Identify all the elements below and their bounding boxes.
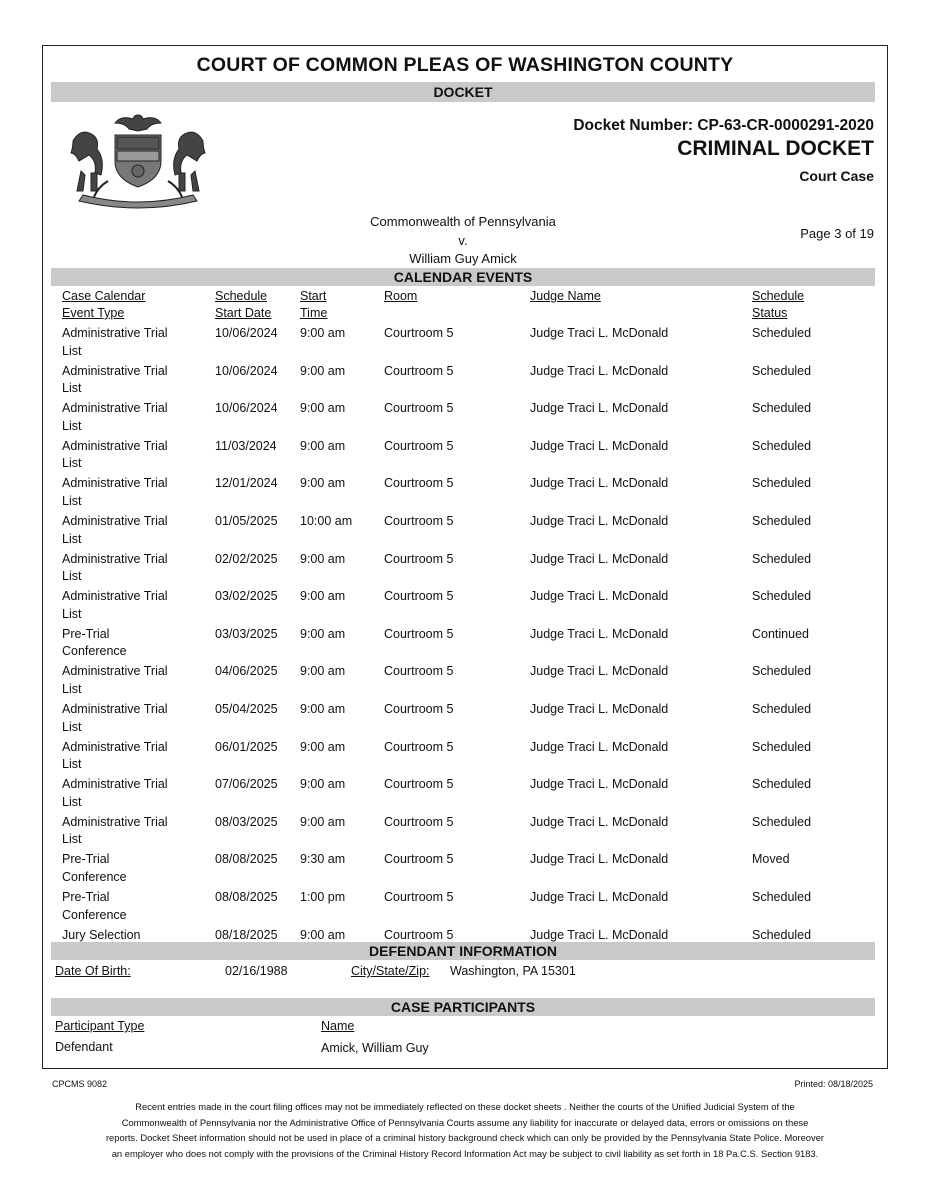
event-type-line2: Conference bbox=[62, 644, 127, 659]
col-start-date-header: Schedule Start Date bbox=[215, 289, 272, 320]
participant-type: Defendant bbox=[55, 1040, 113, 1054]
event-status: Scheduled bbox=[752, 777, 812, 792]
event-type-line1: Administrative Trial bbox=[62, 326, 168, 340]
event-room: Courtroom 5 bbox=[384, 739, 454, 754]
event-judge: Judge Traci L. McDonald bbox=[530, 326, 669, 340]
event-status: Scheduled bbox=[752, 814, 812, 829]
event-room: Courtroom 5 bbox=[384, 814, 454, 829]
event-type-line2: List bbox=[62, 418, 82, 433]
col-event-type-header: Case Calendar Event Type bbox=[62, 289, 146, 320]
dob-value: 02/16/1988 bbox=[225, 964, 288, 978]
event-type-line1: Administrative Trial bbox=[62, 438, 168, 453]
event-type bbox=[62, 325, 168, 360]
event-judge: Judge Traci L. McDonald bbox=[530, 702, 669, 716]
event-date: 04/06/2025 bbox=[215, 664, 278, 679]
pennsylvania-seal-icon bbox=[53, 111, 223, 209]
event-judge: Judge Traci L. McDonald bbox=[530, 401, 669, 416]
col-start-time-header: Start Time bbox=[300, 289, 328, 320]
event-date: 10/06/2024 bbox=[215, 326, 278, 340]
event-status: Scheduled bbox=[752, 401, 812, 416]
docket-number: Docket Number: CP-63-CR-0000291-2020 bbox=[573, 117, 874, 134]
event-room: Courtroom 5 bbox=[384, 476, 454, 491]
docket-bar: DOCKET bbox=[51, 82, 875, 102]
event-date: 10/06/2024 bbox=[215, 401, 278, 416]
calendar-events-bar: CALENDAR EVENTS bbox=[51, 268, 875, 286]
event-room: Courtroom 5 bbox=[384, 401, 454, 416]
event-status: Moved bbox=[752, 852, 790, 867]
event-time: 9:00 am bbox=[300, 927, 346, 942]
event-date: 08/08/2025 bbox=[215, 890, 278, 904]
event-time: 9:00 am bbox=[300, 401, 346, 416]
event-status: Scheduled bbox=[752, 476, 812, 491]
event-type bbox=[62, 851, 127, 886]
event-type-line2: List bbox=[62, 456, 82, 471]
event-type bbox=[62, 551, 168, 586]
event-time: 9:00 am bbox=[300, 438, 346, 453]
event-time: 1:00 pm bbox=[300, 890, 346, 904]
event-room: Courtroom 5 bbox=[384, 664, 454, 679]
col-room-header: Room bbox=[384, 289, 418, 303]
event-type-line2: List bbox=[62, 343, 82, 358]
event-time: 9:00 am bbox=[300, 664, 346, 679]
court-name: COURT OF COMMON PLEAS OF WASHINGTON COUNTY bbox=[196, 54, 734, 76]
event-type-line1: Administrative Trial bbox=[62, 551, 168, 566]
event-date: 10/06/2024 bbox=[215, 363, 278, 378]
disclaimer-text: Recent entries made in the court filing offices may not be immediately reflected on these docket sheets . Neither the courts of the Unified Judicial System of the Commonwealth of Pennsylvania nor the Administrative Office of Pennsylvania Courts assume any liability for inaccurate or delayed data, errors or omissions on these reports. Docket Sheet information should not be used in place of a criminal history background check which can only be provided by the Pennsylvania State Police. Moreover an employer who does not comply with the provisions of the Criminal History Record Information Act may be subject to civil liability as set forth in 18 Pa.C.S. Section 9183. bbox=[105, 1101, 825, 1159]
event-date: 08/08/2025 bbox=[215, 852, 278, 867]
event-time: 10:00 am bbox=[300, 514, 353, 528]
col-judge-header: Judge Name bbox=[530, 289, 601, 303]
event-status: Scheduled bbox=[752, 589, 812, 604]
city-state-zip-value: Washington, PA 15301 bbox=[450, 964, 576, 978]
event-time: 9:00 am bbox=[300, 814, 346, 829]
event-judge: Judge Traci L. McDonald bbox=[530, 927, 669, 942]
form-id: CPCMS 9082 bbox=[52, 1079, 108, 1089]
event-judge: Judge Traci L. McDonald bbox=[530, 476, 669, 491]
event-date: 03/03/2025 bbox=[215, 626, 278, 641]
event-type-line2: List bbox=[62, 832, 82, 847]
event-time: 9:00 am bbox=[300, 476, 346, 491]
event-judge: Judge Traci L. McDonald bbox=[530, 363, 669, 378]
event-type bbox=[62, 663, 168, 698]
event-room: Courtroom 5 bbox=[384, 626, 454, 641]
event-time: 9:00 am bbox=[300, 702, 346, 716]
docket-type: CRIMINAL DOCKET bbox=[677, 137, 874, 160]
event-status: Scheduled bbox=[752, 326, 812, 340]
event-type bbox=[62, 363, 168, 398]
event-type-line1: Pre-Trial bbox=[62, 852, 110, 867]
event-type bbox=[62, 776, 168, 811]
event-status: Scheduled bbox=[752, 927, 812, 942]
event-status: Continued bbox=[752, 626, 809, 641]
event-date: 02/02/2025 bbox=[215, 551, 278, 566]
event-room: Courtroom 5 bbox=[384, 702, 454, 716]
event-type bbox=[62, 513, 168, 548]
city-state-zip-label: City/State/Zip: bbox=[351, 964, 430, 978]
defendant-info-bar: DEFENDANT INFORMATION bbox=[51, 942, 875, 960]
event-date: 11/03/2024 bbox=[215, 438, 277, 453]
event-judge: Judge Traci L. McDonald bbox=[530, 814, 669, 829]
event-judge: Judge Traci L. McDonald bbox=[530, 739, 669, 754]
event-time: 9:00 am bbox=[300, 739, 346, 754]
event-date: 05/04/2025 bbox=[215, 702, 278, 716]
event-type-line1: Administrative Trial bbox=[62, 476, 168, 491]
event-judge: Judge Traci L. McDonald bbox=[530, 514, 669, 528]
event-status: Scheduled bbox=[752, 551, 812, 566]
event-room: Courtroom 5 bbox=[384, 777, 454, 792]
event-type-line1: Pre-Trial bbox=[62, 890, 110, 904]
event-judge: Judge Traci L. McDonald bbox=[530, 551, 669, 566]
event-type bbox=[62, 739, 168, 774]
case-type: Court Case bbox=[799, 168, 874, 184]
event-type-line2: List bbox=[62, 719, 82, 734]
event-type bbox=[62, 889, 127, 924]
event-type-line1: Pre-Trial bbox=[62, 626, 110, 641]
event-judge: Judge Traci L. McDonald bbox=[530, 852, 669, 867]
dob-label: Date Of Birth: bbox=[55, 964, 131, 978]
event-type-line2: List bbox=[62, 606, 82, 621]
caption-versus: v. bbox=[458, 233, 468, 248]
col-status-header: Schedule Status bbox=[752, 289, 805, 320]
event-room: Courtroom 5 bbox=[384, 514, 454, 528]
participant-name: Amick, William Guy bbox=[321, 1041, 429, 1055]
docket-page bbox=[42, 45, 888, 1069]
event-type-line1: Administrative Trial bbox=[62, 702, 168, 716]
event-type-line1: Administrative Trial bbox=[62, 401, 168, 416]
event-type-line1: Administrative Trial bbox=[62, 589, 168, 604]
event-date: 06/01/2025 bbox=[215, 739, 278, 754]
event-time: 9:00 am bbox=[300, 626, 346, 641]
event-time: 9:00 am bbox=[300, 326, 346, 340]
caption-defendant: William Guy Amick bbox=[409, 251, 517, 266]
event-type-line1: Administrative Trial bbox=[62, 777, 168, 792]
event-date: 08/03/2025 bbox=[215, 814, 278, 829]
page-number: Page 3 of 19 bbox=[800, 226, 874, 241]
caption-plaintiff: Commonwealth of Pennsylvania bbox=[370, 214, 556, 229]
event-date: 01/05/2025 bbox=[215, 514, 278, 528]
participant-type-header: Participant Type bbox=[55, 1019, 145, 1033]
event-status: Scheduled bbox=[752, 363, 812, 378]
event-status: Scheduled bbox=[752, 438, 812, 453]
event-type bbox=[62, 475, 168, 510]
event-type-line2: Conference bbox=[62, 869, 127, 884]
event-type bbox=[62, 701, 168, 736]
participant-name-header: Name bbox=[321, 1019, 355, 1033]
event-type-line2: List bbox=[62, 381, 82, 396]
event-date: 03/02/2025 bbox=[215, 589, 278, 604]
event-status: Scheduled bbox=[752, 664, 812, 679]
event-time: 9:30 am bbox=[300, 852, 346, 867]
event-status: Scheduled bbox=[752, 514, 812, 528]
event-type-line2: Conference bbox=[62, 907, 127, 922]
event-type-line2: List bbox=[62, 493, 82, 508]
event-judge: Judge Traci L. McDonald bbox=[530, 589, 669, 604]
event-type bbox=[62, 588, 168, 623]
event-type-line1: Administrative Trial bbox=[62, 814, 168, 829]
event-room: Courtroom 5 bbox=[384, 927, 454, 942]
event-type-line2: List bbox=[62, 794, 82, 809]
event-judge: Judge Traci L. McDonald bbox=[530, 777, 669, 792]
event-time: 9:00 am bbox=[300, 551, 346, 566]
event-type-line2: List bbox=[62, 569, 82, 584]
event-type-line2: List bbox=[62, 757, 82, 772]
event-type bbox=[62, 400, 168, 435]
event-status: Scheduled bbox=[752, 890, 812, 904]
event-time: 9:00 am bbox=[300, 589, 346, 604]
event-judge: Judge Traci L. McDonald bbox=[530, 626, 669, 641]
event-status: Scheduled bbox=[752, 702, 812, 716]
event-type bbox=[62, 814, 168, 849]
event-type-line2: List bbox=[62, 531, 82, 546]
event-room: Courtroom 5 bbox=[384, 890, 454, 904]
event-room: Courtroom 5 bbox=[384, 852, 454, 867]
event-type-line1: Administrative Trial bbox=[62, 664, 168, 679]
event-type bbox=[62, 438, 168, 473]
event-type-line2: List bbox=[62, 681, 82, 696]
event-judge: Judge Traci L. McDonald bbox=[530, 664, 669, 679]
event-time: 9:00 am bbox=[300, 363, 346, 378]
event-date: 08/18/2025 bbox=[215, 927, 278, 942]
printed-date: Printed: 08/18/2025 bbox=[794, 1079, 873, 1089]
event-time: 9:00 am bbox=[300, 777, 346, 792]
event-room: Courtroom 5 bbox=[384, 438, 454, 453]
event-room: Courtroom 5 bbox=[384, 326, 454, 340]
event-type bbox=[62, 626, 127, 661]
event-date: 07/06/2025 bbox=[215, 777, 278, 792]
event-judge: Judge Traci L. McDonald bbox=[530, 890, 669, 904]
event-type-line1: Administrative Trial bbox=[62, 514, 168, 528]
event-room: Courtroom 5 bbox=[384, 363, 454, 378]
event-type-line1: Administrative Trial bbox=[62, 363, 168, 378]
case-participants-bar: CASE PARTICIPANTS bbox=[51, 998, 875, 1016]
event-type-line1: Jury Selection bbox=[62, 927, 141, 942]
event-date: 12/01/2024 bbox=[215, 476, 278, 491]
event-type-line1: Administrative Trial bbox=[62, 739, 168, 754]
event-room: Courtroom 5 bbox=[384, 551, 454, 566]
event-status: Scheduled bbox=[752, 739, 812, 754]
event-room: Courtroom 5 bbox=[384, 589, 454, 604]
event-judge: Judge Traci L. McDonald bbox=[530, 438, 669, 453]
